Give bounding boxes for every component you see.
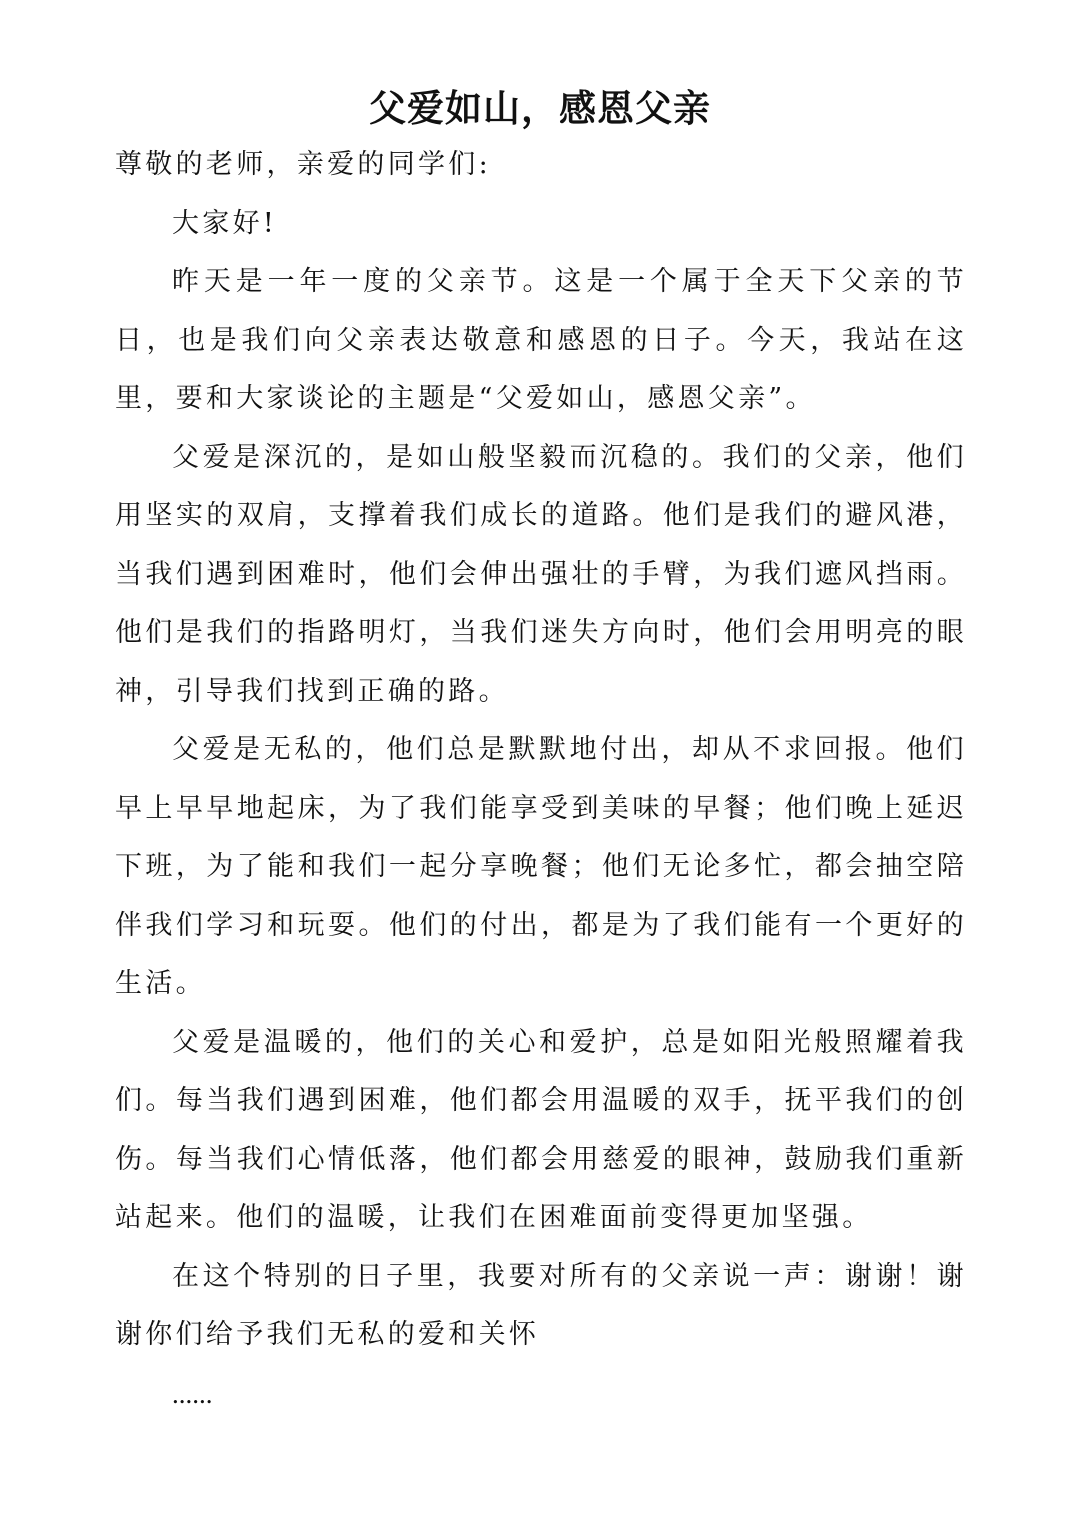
paragraph-1: 昨天是一年一度的父亲节。这是一个属于全天下父亲的节日，也是我们向父亲表达敬意和感恩的日子。今天，我站在这里，要和大家谈论的主题是“父爱如山，感恩父亲”。 xyxy=(115,266,967,414)
ellipsis-text: ...... xyxy=(172,1378,213,1409)
document-title: 父爱如山，感恩父亲 xyxy=(369,87,711,130)
paragraph-2: 父爱是深沉的，是如山般坚毅而沉稳的。我们的父亲，他们用坚实的双肩，支撑着我们成长的道路。他们是我们的避风港，当我们遇到困难时，他们会伸出强壮的手臂，为我们遮风挡雨。他们是我们的指路明灯，当我们迷失方向时，他们会用明亮的眼神，引导我们找到正确的路。 xyxy=(115,441,967,707)
paragraph-4: 父爱是温暖的，他们的关心和爱护，总是如阳光般照耀着我们。每当我们遇到困难，他们都会用温暖的双手，抚平我们的创伤。每当我们心情低落，他们都会用慈爱的眼神，鼓励我们重新站起来。他们的温暖，让我们在困难面前变得更加坚强。 xyxy=(115,1026,967,1233)
paragraph-5: 在这个特别的日子里，我要对所有的父亲说一声：谢谢！谢谢你们给予我们无私的爱和关怀 xyxy=(115,1260,967,1350)
document-body xyxy=(115,136,967,1423)
paragraph-3: 父爱是无私的，他们总是默默地付出，却从不求回报。他们早上早早地起床，为了我们能享受到美味的早餐；他们晚上延迟下班，为了能和我们一起分享晚餐；他们无论多忙，都会抽空陪伴我们学习和玩耍。他们的付出，都是为了我们能有一个更好的生活。 xyxy=(115,734,967,999)
salutation: 尊敬的老师，亲爱的同学们: xyxy=(115,149,491,180)
greeting: 大家好! xyxy=(172,207,278,239)
